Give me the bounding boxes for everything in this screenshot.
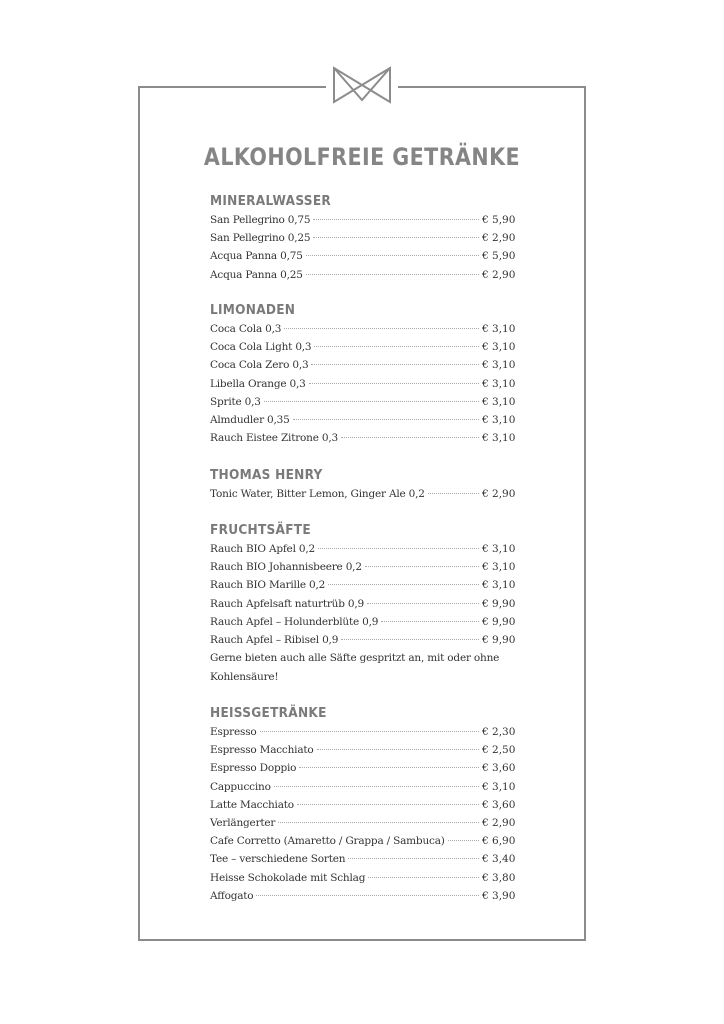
item-price: € 9,90 — [482, 633, 516, 646]
item-price: € 3,10 — [482, 543, 516, 555]
item-name: Tonic Water, Bitter Lemon, Ginger Ale 0,2 — [210, 488, 425, 500]
dot-leader — [368, 877, 479, 878]
dot-leader — [274, 786, 479, 787]
item-name: San Pellegrino 0,75 — [210, 214, 311, 226]
item-price: € 9,90 — [482, 597, 516, 610]
section-mineralwasser — [210, 191, 516, 284]
item-name: Almdudler 0,35 — [210, 413, 290, 426]
dot-leader — [284, 328, 479, 329]
menu-item — [210, 741, 516, 759]
item-price: € 2,90 — [482, 488, 516, 500]
dot-leader — [367, 603, 479, 604]
menu-item — [210, 595, 516, 613]
item-price: € 5,90 — [482, 250, 516, 263]
item-price: € 2,30 — [482, 726, 516, 738]
item-price: € 3,10 — [482, 359, 516, 372]
dot-leader — [306, 274, 479, 275]
item-name: Heisse Schokolade mit Schlag — [210, 871, 366, 884]
menu-item — [210, 613, 516, 631]
dot-leader — [278, 822, 479, 823]
item-name: San Pellegrino 0,25 — [210, 232, 311, 245]
item-name: Tee – verschiedene Sorten — [210, 853, 346, 866]
item-name: Rauch BIO Apfel 0,2 — [210, 543, 315, 555]
item-price: € 2,90 — [482, 232, 516, 245]
menu-item — [210, 393, 516, 411]
item-name: Coca Cola Light 0,3 — [210, 341, 312, 354]
dot-leader — [381, 621, 479, 622]
item-price: € 3,90 — [482, 889, 516, 902]
item-name: Coca Cola Zero 0,3 — [210, 359, 309, 372]
item-price: € 3,60 — [482, 798, 516, 811]
item-price: € 2,50 — [482, 744, 516, 757]
item-price: € 3,10 — [482, 323, 516, 335]
item-price: € 3,40 — [482, 853, 516, 866]
section-thomas-henry — [210, 465, 516, 503]
bow-tie-logo-icon — [330, 64, 394, 106]
menu-item — [210, 576, 516, 594]
dot-leader — [448, 840, 479, 841]
item-price: € 5,90 — [482, 214, 516, 226]
menu-item — [210, 723, 516, 741]
menu-item — [210, 759, 516, 777]
menu-item — [210, 832, 516, 850]
item-name: Coca Cola 0,3 — [210, 323, 282, 335]
section-heading: FRUCHTSÄFTE — [210, 522, 311, 538]
section-heading: LIMONADEN — [210, 302, 296, 318]
section-heissgetraenke — [210, 703, 516, 905]
menu-item — [210, 338, 516, 356]
note-line: Gerne bieten auch alle Säfte gespritzt an, mit oder ohne — [210, 652, 500, 665]
item-name: Rauch BIO Marille 0,2 — [210, 579, 326, 592]
item-name: Cappuccino — [210, 780, 271, 793]
dot-leader — [311, 364, 479, 365]
menu-item — [210, 850, 516, 868]
item-price: € 3,80 — [482, 871, 516, 884]
item-price: € 3,10 — [482, 780, 516, 793]
dot-leader — [341, 639, 479, 640]
menu-item — [210, 887, 516, 905]
dot-leader — [348, 858, 479, 859]
item-name: Rauch BIO Johannisbeere 0,2 — [210, 561, 362, 574]
dot-leader — [256, 895, 479, 896]
item-name: Sprite 0,3 — [210, 395, 261, 408]
dot-leader — [317, 749, 479, 750]
dot-leader — [264, 401, 479, 402]
item-price: € 3,10 — [482, 579, 516, 592]
menu-item — [210, 211, 516, 229]
menu-item — [210, 631, 516, 649]
item-price: € 3,10 — [482, 413, 516, 426]
menu-item — [210, 375, 516, 393]
item-price: € 2,90 — [482, 268, 516, 281]
dot-leader — [428, 493, 479, 494]
item-name: Latte Macchiato — [210, 798, 294, 811]
dot-leader — [341, 437, 479, 438]
item-price: € 3,10 — [482, 432, 516, 445]
page-title: ALKOHOLFREIE GETRÄNKE — [203, 143, 521, 171]
menu-item — [210, 320, 516, 338]
item-name: Affogato — [210, 889, 254, 902]
menu-item — [210, 869, 516, 887]
dot-leader — [313, 237, 479, 238]
item-price: € 3,60 — [482, 762, 516, 775]
menu-item — [210, 814, 516, 832]
item-name: Libella Orange 0,3 — [210, 377, 306, 390]
menu-item — [210, 540, 516, 558]
menu-item — [210, 411, 516, 429]
dot-leader — [318, 548, 479, 549]
item-name: Verlängerter — [210, 816, 276, 829]
dot-leader — [306, 255, 479, 256]
section-limonaden — [210, 300, 516, 447]
menu-item — [210, 796, 516, 814]
dot-leader — [297, 804, 479, 805]
item-name: Acqua Panna 0,25 — [210, 268, 303, 281]
item-name: Cafe Corretto (Amaretto / Grappa / Sambuca) — [210, 835, 445, 848]
item-price: € 9,90 — [482, 615, 516, 628]
item-price: € 3,10 — [482, 561, 516, 574]
dot-leader — [314, 346, 479, 347]
item-name: Espresso — [210, 726, 257, 738]
note-line: Kohlensäure! — [210, 670, 279, 683]
item-name: Espresso Macchiato — [210, 744, 314, 757]
dot-leader — [293, 419, 479, 420]
dot-leader — [365, 566, 479, 567]
dot-leader — [328, 584, 479, 585]
menu-item — [210, 229, 516, 247]
item-name: Rauch Apfel – Holunderblüte 0,9 — [210, 615, 379, 628]
dot-leader — [309, 383, 479, 384]
dot-leader — [313, 219, 479, 220]
item-price: € 3,10 — [482, 377, 516, 390]
section-heading: HEISSGETRÄNKE — [210, 705, 327, 721]
section-heading: MINERALWASSER — [210, 193, 332, 209]
dot-leader — [260, 731, 479, 732]
menu-item — [210, 558, 516, 576]
item-price: € 3,10 — [482, 395, 516, 408]
item-name: Rauch Apfel – Ribisel 0,9 — [210, 633, 339, 646]
menu-item — [210, 247, 516, 265]
section-heading: THOMAS HENRY — [210, 467, 323, 483]
item-price: € 2,90 — [482, 816, 516, 829]
menu-item — [210, 778, 516, 796]
item-name: Espresso Doppio — [210, 762, 297, 775]
section-fruchtsaefte — [210, 520, 516, 686]
item-name: Acqua Panna 0,75 — [210, 250, 303, 263]
juice-note — [210, 649, 512, 686]
item-name: Rauch Eistee Zitrone 0,3 — [210, 432, 338, 445]
menu-item — [210, 266, 516, 284]
item-price: € 3,10 — [482, 341, 516, 354]
item-price: € 6,90 — [482, 835, 516, 848]
item-name: Rauch Apfelsaft naturtrüb 0,9 — [210, 597, 364, 610]
menu-item — [210, 429, 516, 447]
dot-leader — [299, 767, 479, 768]
menu-item — [210, 356, 516, 374]
menu-item — [210, 485, 516, 503]
